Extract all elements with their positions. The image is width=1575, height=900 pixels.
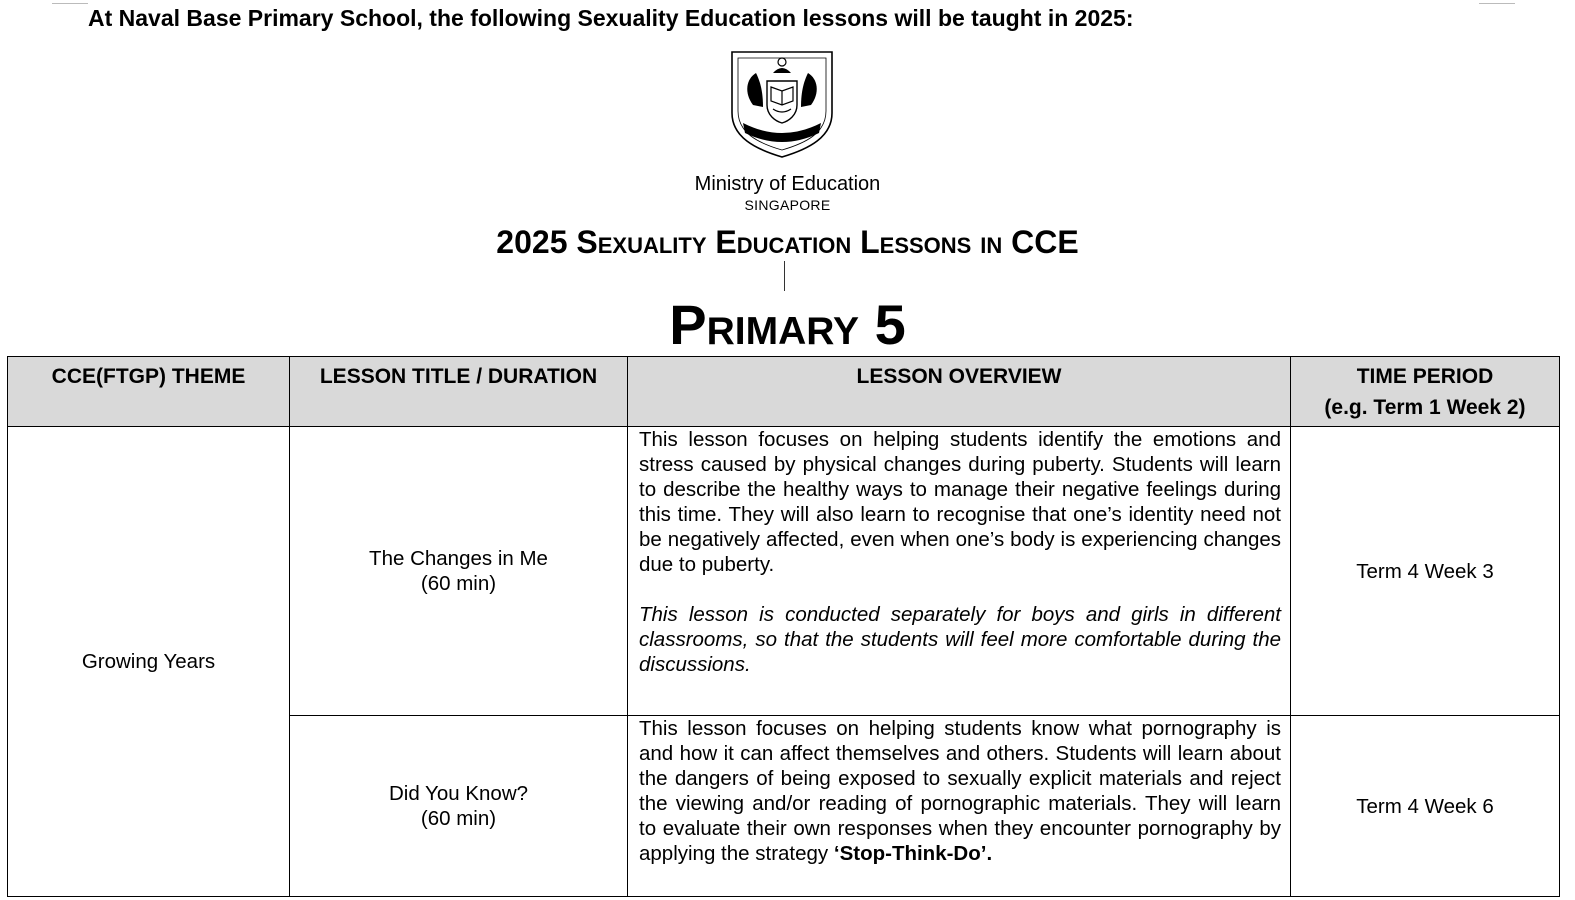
level-title: Primary 5: [669, 293, 906, 356]
theme-cell: Growing Years: [8, 427, 290, 897]
time-period-cell: Term 4 Week 3: [1291, 427, 1560, 716]
header-overview: LESSON OVERVIEW: [628, 357, 1291, 427]
title-divider: [784, 261, 785, 291]
header-time-period: [1291, 357, 1560, 427]
lesson-overview: This lesson focuses on helping students identify the emotions and stress caused by physical changes during puberty. Students will learn to describe the healthy ways to manage their negative feelings during this time. They will also learn to recognise that one’s identity need not be negatively affected, even when one’s body is experiencing changes due to puberty.: [639, 428, 1281, 576]
lesson-title: The Changes in Me: [369, 547, 548, 570]
lesson-duration: (60 min): [420, 572, 497, 595]
page-corner-mark-left: [52, 0, 88, 4]
lesson-overview-cell: [628, 427, 1291, 716]
time-period-cell: Term 4 Week 6: [1291, 716, 1560, 897]
lesson-note: This lesson is conducted separately for boys and girls in different classrooms, so that the students will feel more comfortable during the discussions.: [639, 603, 1281, 676]
ministry-name: Ministry of Education: [694, 173, 881, 195]
lesson-overview: [639, 716, 1281, 866]
page-corner-mark-right: [1479, 0, 1515, 4]
lesson-title-cell: [290, 427, 628, 716]
lesson-overview-text: This lesson focuses on helping students know what pornography is and how it can affect themselves and others. Students will learn about the dangers of being exposed to sexually explicit materials and reject the viewing and/or reading of pornographic materials. They will learn to evaluate their own responses when they encounter pornography by applying the strategy: [639, 717, 1281, 865]
intro-text: At Naval Base Primary School, the following Sexuality Education lessons will be taught in 2025:: [88, 5, 1134, 31]
lesson-strategy: ‘Stop-Think-Do’.: [833, 842, 993, 865]
lesson-title-cell: [290, 716, 628, 897]
header-time-period-line1: TIME PERIOD: [1356, 365, 1494, 388]
lesson-overview-cell: [628, 716, 1291, 897]
lesson-title: Did You Know?: [388, 782, 529, 805]
document-title: 2025 Sexuality Education Lessons in CCE: [496, 224, 1079, 260]
lessons-table: [7, 356, 1560, 897]
header-theme: CCE(FTGP) THEME: [8, 357, 290, 427]
ministry-country: SINGAPORE: [744, 197, 831, 213]
table-header-row: [8, 357, 1560, 427]
header-time-period-line2: (e.g. Term 1 Week 2): [1324, 396, 1526, 419]
header-lesson-title: LESSON TITLE / DURATION: [290, 357, 628, 427]
table-row: [8, 427, 1560, 716]
lesson-duration: (60 min): [420, 807, 497, 830]
ministry-crest-icon: [729, 49, 835, 161]
